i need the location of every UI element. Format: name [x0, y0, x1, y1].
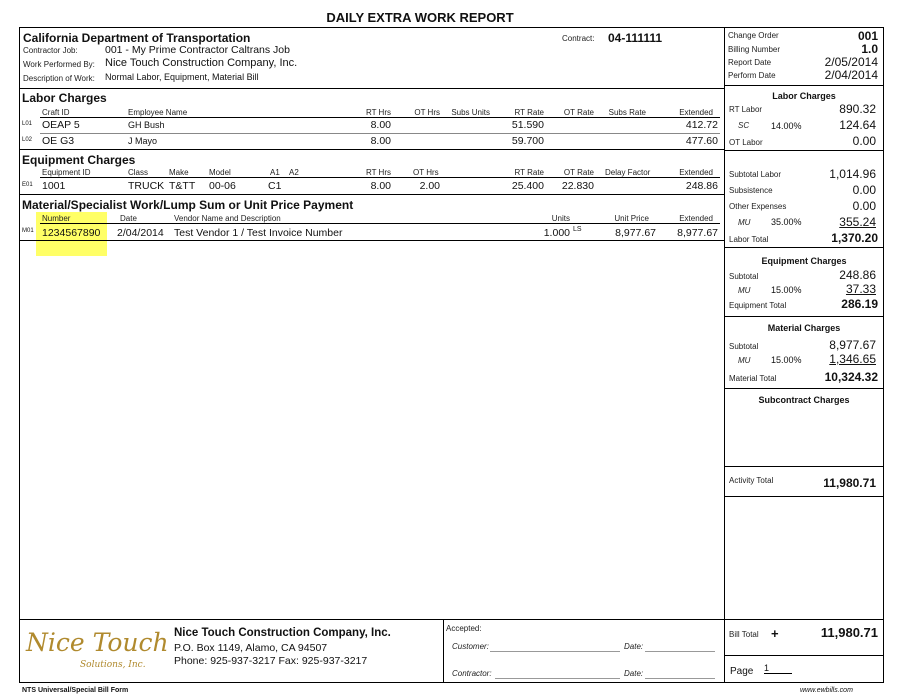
report-title: DAILY EXTRA WORK REPORT	[326, 10, 514, 25]
equip-header-class: Class	[128, 168, 149, 177]
footer-phone: Phone: 925-937-3217 Fax: 925-937-3217	[174, 655, 368, 667]
report-date-label: Report Date	[728, 58, 772, 67]
summary-other-label: Other Expenses	[729, 202, 787, 211]
equip-header-rt-rate: RT Rate	[514, 168, 544, 177]
labor-header-subs-rate: Subs Rate	[608, 108, 646, 117]
perform-date: 2/04/2014	[824, 68, 878, 82]
equip-header-rt-hrs: RT Hrs	[365, 168, 391, 177]
summary-subtotal-labor: 1,014.96	[829, 167, 876, 181]
customer-date-label: Date:	[624, 642, 644, 651]
divider-vertical	[724, 27, 725, 683]
labor-row-employee: J Mayo	[128, 136, 158, 146]
labor-row-craft: OEAP 5	[42, 119, 80, 131]
report-date: 2/05/2014	[824, 55, 878, 69]
labor-header-ot-rate: OT Rate	[563, 108, 594, 117]
equip-row-code: E01	[22, 182, 33, 188]
change-order-label: Change Order	[728, 31, 779, 40]
summary-other: 0.00	[852, 199, 876, 213]
contractor-signature-line[interactable]	[495, 678, 620, 679]
material-row-units: 1.000	[543, 227, 570, 239]
material-row-extended: 8,977.67	[677, 227, 718, 239]
equip-row-extended: 248.86	[685, 180, 718, 192]
summary-equip-mu: 37.33	[845, 282, 876, 296]
summary-sc-pct: 14.00%	[771, 121, 802, 131]
material-header-unit-price: Unit Price	[614, 214, 649, 223]
summary-subsistence: 0.00	[852, 183, 876, 197]
equip-header-ot-hrs: OT Hrs	[413, 168, 439, 177]
labor-row-code: L01	[22, 121, 33, 127]
summary-labor-total-label: Labor Total	[729, 235, 769, 244]
equip-header-model: Model	[209, 168, 231, 177]
labor-header-employee: Employee Name	[128, 108, 188, 117]
summary-mat-subtotal-label: Subtotal	[729, 342, 759, 351]
website: www.ewbills.com	[800, 687, 853, 694]
summary-labor-mu: 355.24	[839, 215, 876, 229]
labor-row-rt-hrs: 8.00	[370, 135, 391, 147]
summary-subsistence-label: Subsistence	[729, 186, 773, 195]
contractor-date-label: Date:	[624, 669, 644, 678]
summary-mat-mu-label: MU	[738, 356, 751, 365]
summary-equipment-title: Equipment Charges	[761, 256, 847, 266]
material-header-extended: Extended	[679, 214, 713, 223]
summary-sc: 124.64	[839, 118, 876, 132]
summary-subcontract-title: Subcontract Charges	[758, 395, 850, 405]
material-row-number: 1234567890	[42, 227, 101, 239]
agency-name: California Department of Transportation	[23, 31, 251, 45]
summary-labor-total: 1,370.20	[831, 231, 878, 245]
material-section-title: Material/Specialist Work/Lump Sum or Unit Price Payment	[22, 198, 354, 212]
summary-equip-mu-pct: 15.00%	[771, 285, 802, 295]
material-header-number: Number	[42, 214, 71, 223]
page-label: Page	[730, 666, 754, 677]
material-row-unit-label: LS	[573, 226, 582, 233]
summary-rt-labor-label: RT Labor	[729, 105, 763, 114]
company-logo	[26, 628, 169, 657]
summary-mat-subtotal: 8,977.67	[829, 338, 876, 352]
equip-row-ot-hrs: 2.00	[419, 180, 440, 192]
contract-label: Contract:	[562, 34, 595, 43]
page-number: 1	[764, 663, 792, 674]
summary-sc-label: SC	[738, 121, 750, 130]
description: Normal Labor, Equipment, Material Bill	[105, 72, 259, 82]
summary-equip-mu-label: MU	[738, 286, 751, 295]
summary-ot-labor-label: OT Labor	[729, 138, 763, 147]
contractor-job-label: Contractor Job:	[23, 46, 78, 55]
labor-header-extended: Extended	[679, 108, 713, 117]
labor-header-subs-units: Subs Units	[451, 108, 490, 117]
labor-row-code: L02	[22, 137, 33, 143]
equip-row-a1: C1	[268, 180, 282, 192]
summary-subtotal-labor-label: Subtotal Labor	[729, 170, 782, 179]
equip-header-a2: A2	[289, 168, 299, 177]
equip-row-rt-hrs: 8.00	[370, 180, 391, 192]
customer-date-line[interactable]	[645, 651, 715, 652]
summary-labor-mu-pct: 35.00%	[771, 217, 802, 227]
material-row-vendor: Test Vendor 1 / Test Invoice Number	[174, 227, 343, 239]
equip-row-ot-rate: 22.830	[561, 180, 594, 192]
labor-row-craft: OE G3	[42, 135, 75, 147]
summary-equip-total: 286.19	[841, 297, 878, 311]
logo-text: Nice Touch	[26, 628, 169, 657]
labor-header-ot-hrs: OT Hrs	[414, 108, 440, 117]
logo-subtitle: Solutions, Inc.	[80, 660, 146, 670]
summary-mat-mu-pct: 15.00%	[771, 355, 802, 365]
billing-number-label: Billing Number	[728, 45, 781, 54]
summary-rt-labor: 890.32	[839, 102, 876, 116]
summary-mat-total-label: Material Total	[729, 374, 777, 383]
equip-header-delay: Delay Factor	[605, 168, 651, 177]
divider-footer	[19, 619, 884, 620]
summary-equip-total-label: Equipment Total	[729, 301, 787, 310]
contractor-date-line[interactable]	[645, 678, 715, 679]
equip-header-extended: Extended	[679, 168, 713, 177]
contractor-job: 001 - My Prime Contractor Caltrans Job	[105, 44, 290, 56]
customer-label: Customer:	[452, 642, 489, 651]
equip-row-class: TRUCK	[128, 180, 165, 192]
labor-row-rt-rate: 51.590	[511, 119, 544, 131]
summary-mat-total: 10,324.32	[824, 370, 878, 384]
material-header-date: Date	[120, 214, 137, 223]
labor-row-rt-hrs: 8.00	[370, 119, 391, 131]
labor-header-craft: Craft ID	[42, 108, 70, 117]
labor-row-rt-rate: 59.700	[511, 135, 544, 147]
summary-equip-subtotal: 248.86	[839, 268, 876, 282]
equip-row-id: 1001	[42, 180, 66, 192]
bill-total-plus: +	[771, 626, 779, 641]
footer-address: P.O. Box 1149, Alamo, CA 94507	[174, 642, 328, 654]
labor-row-employee: GH Bush	[128, 120, 165, 130]
labor-header-rt-hrs: RT Hrs	[365, 108, 391, 117]
material-row-unit-price: 8,977.67	[615, 227, 656, 239]
material-row-date: 2/04/2014	[117, 227, 164, 239]
form-name: NTS Universal/Special Bill Form	[22, 687, 129, 694]
labor-header-rt-rate: RT Rate	[514, 108, 544, 117]
material-header-units: Units	[551, 214, 570, 223]
summary-material-title: Material Charges	[767, 323, 841, 333]
customer-signature-line[interactable]	[490, 651, 620, 652]
labor-row-extended: 412.72	[685, 119, 718, 131]
equip-header-a1: A1	[270, 168, 280, 177]
bill-total-label: Bill Total	[729, 630, 759, 639]
accepted-label: Accepted:	[446, 624, 482, 633]
equip-row-make: T&TT	[169, 180, 196, 192]
equip-row-model: 00-06	[209, 180, 236, 192]
bill-total: 11,980.71	[820, 625, 878, 640]
equip-header-ot-rate: OT Rate	[563, 168, 594, 177]
equip-header-make: Make	[169, 168, 189, 177]
summary-ot-labor: 0.00	[852, 134, 876, 148]
labor-section-title: Labor Charges	[22, 91, 107, 105]
activity-total-label: Activity Total	[729, 476, 774, 485]
equip-header-id: Equipment ID	[42, 168, 91, 177]
change-order: 001	[857, 29, 878, 43]
perform-date-label: Perform Date	[728, 71, 776, 80]
activity-total: 11,980.71	[823, 476, 876, 490]
summary-equip-subtotal-label: Subtotal	[729, 272, 759, 281]
billing-number: 1.0	[861, 42, 878, 56]
material-row-code: M01	[22, 228, 34, 234]
contractor-label: Contractor:	[452, 669, 492, 678]
equipment-section-title: Equipment Charges	[22, 153, 136, 167]
performed-by-label: Work Performed By:	[23, 60, 95, 69]
description-label: Description of Work:	[23, 74, 95, 83]
material-header-vendor: Vendor Name and Description	[174, 214, 281, 223]
divider-header	[19, 88, 725, 89]
footer-company: Nice Touch Construction Company, Inc.	[174, 627, 391, 639]
summary-labor-title: Labor Charges	[772, 91, 836, 101]
labor-row-extended: 477.60	[685, 135, 718, 147]
performed-by: Nice Touch Construction Company, Inc.	[105, 57, 298, 69]
summary-labor-mu-label: MU	[738, 218, 751, 227]
equip-row-rt-rate: 25.400	[511, 180, 544, 192]
summary-mat-mu: 1,346.65	[829, 352, 876, 366]
contract-number: 04-111111	[608, 31, 663, 45]
